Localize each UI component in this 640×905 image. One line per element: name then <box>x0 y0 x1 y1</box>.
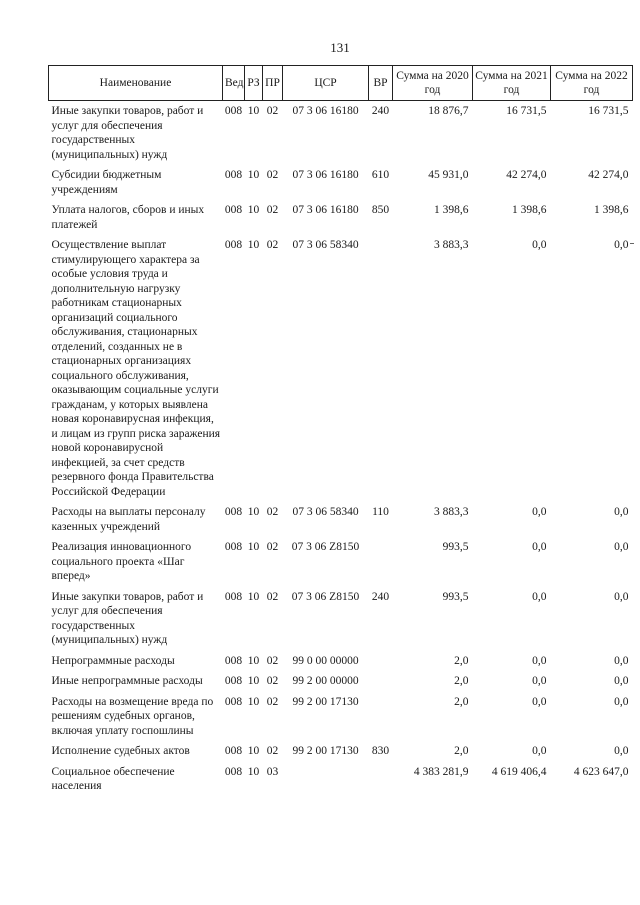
cell-vr <box>369 671 393 692</box>
cell-sum-2020: 3 883,3 <box>434 506 469 518</box>
cell-ved: 008 <box>224 654 243 667</box>
cell-ved: 008 <box>224 695 243 708</box>
table-row <box>49 101 633 166</box>
cell-rz: 10 <box>247 105 260 117</box>
cell-name: Непрограммные расходы <box>51 654 175 667</box>
cell-sum-2020: 2,0 <box>454 745 469 757</box>
cell-sum-2020: 993,5 <box>442 541 469 553</box>
cell-sum-2021: 0,0 <box>532 675 547 687</box>
budget-table <box>48 65 633 797</box>
cell-vr: 610 <box>371 169 390 181</box>
cell-name: Реализация инновационного социального проекта «Шаг вперед» <box>51 541 192 582</box>
cell-vr: 850 <box>371 204 390 216</box>
cell-pr: 02 <box>266 745 279 757</box>
table-row <box>49 671 633 692</box>
cell-csr: 07 3 06 Z8150 <box>291 590 360 603</box>
cell-ved: 008 <box>224 239 243 251</box>
cell-vr: 830 <box>371 745 390 757</box>
cell-ved: 008 <box>224 675 243 687</box>
cell-sum-2020: 2,0 <box>454 695 469 708</box>
cell-name: Социальное обеспечение населения <box>51 765 175 792</box>
cell-sum-2021: 0,0 <box>532 745 547 757</box>
cell-name: Расходы на возмещение вреда по решениям судебных органов, включая уплату госпошлины <box>51 695 214 737</box>
cell-sum-2021: 0,0 <box>532 239 547 251</box>
cell-sum-2022: 4 623 647,0 <box>573 765 629 778</box>
cell-csr: 07 3 06 58340 <box>292 239 359 251</box>
cell-sum-2022: 0,0 <box>614 675 629 687</box>
table-body <box>49 101 633 797</box>
cell-name: Субсидии бюджетным учреждениям <box>51 169 162 196</box>
table-row <box>49 692 633 742</box>
header-sum-2020: Сумма на 2020 год <box>393 66 473 101</box>
header-rz: РЗ <box>245 66 263 101</box>
cell-pr: 02 <box>266 204 279 216</box>
cell-sum-2021: 4 619 406,4 <box>491 765 547 778</box>
table-row <box>49 200 633 235</box>
table-row <box>49 502 633 537</box>
cell-sum-2020: 993,5 <box>442 590 469 603</box>
cell-pr: 02 <box>266 506 279 518</box>
header-csr: ЦСР <box>283 66 369 101</box>
cell-sum-2022: 0,0 <box>614 745 629 757</box>
page-number: 131 <box>330 40 350 55</box>
cell-sum-2022: 16 731,5 <box>588 105 629 117</box>
cell-csr: 99 2 00 00000 <box>292 675 359 687</box>
header-name: Наименование <box>49 66 223 101</box>
cell-pr: 02 <box>266 590 279 603</box>
header-vr: ВР <box>369 66 393 101</box>
cell-csr: 99 0 00 00000 <box>292 654 359 667</box>
cell-name: Иные закупки товаров, работ и услуг для обеспечения государственных (муниципальных) нужд <box>51 105 204 161</box>
cell-sum-2022: 1 398,6 <box>594 204 629 216</box>
cell-csr: 07 3 06 16180 <box>292 169 359 181</box>
cell-sum-2021: 0,0 <box>532 695 547 708</box>
cell-rz: 10 <box>247 695 260 708</box>
cell-ved: 008 <box>224 105 243 117</box>
cell-pr: 02 <box>266 105 279 117</box>
cell-rz: 10 <box>247 745 260 757</box>
cell-rz: 10 <box>247 654 260 667</box>
header-pr: ПР <box>263 66 283 101</box>
cell-name: Расходы на выплаты персоналу казенных учреждений <box>51 506 206 533</box>
cell-vr <box>369 762 393 797</box>
cell-sum-2022: 0,0 <box>614 590 629 603</box>
table-row <box>49 587 633 651</box>
table-row <box>49 651 633 672</box>
cell-vr: 240 <box>371 590 390 603</box>
cell-pr: 02 <box>266 169 279 181</box>
cell-sum-2020: 3 883,3 <box>434 239 469 251</box>
cell-name: Иные непрограммные расходы <box>51 675 203 687</box>
cell-pr: 02 <box>266 541 279 553</box>
table-row <box>49 537 633 587</box>
table-row <box>49 165 633 200</box>
cell-rz: 10 <box>247 169 260 181</box>
cell-vr <box>369 651 393 672</box>
table-header-row <box>49 66 633 101</box>
cell-rz: 10 <box>247 541 260 553</box>
header-sum-2021: Сумма на 2021 год <box>473 66 551 101</box>
cell-sum-2022: 0,0 <box>614 239 629 251</box>
cell-pr: 02 <box>266 695 279 708</box>
cell-sum-2020: 1 398,6 <box>434 204 469 216</box>
cell-rz: 10 <box>247 239 260 251</box>
cell-vr <box>369 235 393 502</box>
table-row <box>49 762 633 797</box>
table-row <box>49 235 633 502</box>
cell-ved: 008 <box>224 204 243 216</box>
cell-sum-2021: 0,0 <box>532 654 547 667</box>
cell-ved: 008 <box>224 169 243 181</box>
cell-ved: 008 <box>224 541 243 553</box>
cell-csr: 07 3 06 58340 <box>292 506 359 518</box>
cell-pr: 03 <box>266 765 279 778</box>
cell-sum-2022: 0,0 <box>614 695 629 708</box>
cell-ved: 008 <box>224 590 243 603</box>
header-ved: Вед <box>223 66 245 101</box>
cell-sum-2020: 18 876,7 <box>428 105 469 117</box>
cell-csr: 99 2 00 17130 <box>292 695 359 708</box>
cell-csr: 07 3 06 16180 <box>292 204 359 216</box>
margin-mark <box>630 243 634 244</box>
cell-csr: 07 3 06 Z8150 <box>291 541 360 553</box>
cell-sum-2021: 16 731,5 <box>506 105 547 117</box>
cell-rz: 10 <box>247 204 260 216</box>
cell-sum-2022: 0,0 <box>614 541 629 553</box>
cell-vr: 110 <box>372 506 389 518</box>
cell-name: Исполнение судебных актов <box>51 745 190 757</box>
cell-name: Уплата налогов, сборов и иных платежей <box>51 204 205 231</box>
cell-pr: 02 <box>266 239 279 251</box>
cell-sum-2021: 1 398,6 <box>512 204 547 216</box>
header-sum-2022: Сумма на 2022 год <box>551 66 633 101</box>
cell-ved: 008 <box>224 506 243 518</box>
cell-csr: 99 2 00 17130 <box>292 745 359 757</box>
cell-rz: 10 <box>247 765 260 778</box>
cell-sum-2020: 2,0 <box>454 654 469 667</box>
cell-sum-2022: 0,0 <box>614 654 629 667</box>
cell-rz: 10 <box>247 506 260 518</box>
cell-csr: 07 3 06 16180 <box>292 105 359 117</box>
cell-csr <box>283 762 369 797</box>
cell-name: Осуществление выплат стимулирующего характера за особые условия труда и дополнительную нагрузку работникам стационарных организаций социального обслуживания, стационарных отделений, созданных не в стационарных организациях социального обслуживания, оказывающим социальные услуги гражданам, у которых выявлена новая коронавирусная инфекция, и лицам из групп риска заражения новой коронавирусной инфекцией, за счет средств резервного фонда Правительства Российской Федерации <box>51 239 221 498</box>
cell-sum-2020: 4 383 281,9 <box>413 765 469 778</box>
cell-name: Иные закупки товаров, работ и услуг для обеспечения государственных (муниципальных) нужд <box>51 590 204 646</box>
cell-pr: 02 <box>266 675 279 687</box>
cell-sum-2021: 0,0 <box>532 541 547 553</box>
cell-vr <box>369 537 393 587</box>
cell-ved: 008 <box>224 745 243 757</box>
cell-sum-2021: 0,0 <box>532 506 547 518</box>
cell-vr <box>369 692 393 742</box>
cell-sum-2021: 42 274,0 <box>506 169 547 181</box>
cell-rz: 10 <box>247 675 260 687</box>
cell-sum-2022: 42 274,0 <box>588 169 629 181</box>
cell-sum-2021: 0,0 <box>532 590 547 603</box>
cell-sum-2022: 0,0 <box>614 506 629 518</box>
cell-vr: 240 <box>371 105 390 117</box>
cell-sum-2020: 2,0 <box>454 675 469 687</box>
table-row <box>49 741 633 762</box>
cell-sum-2020: 45 931,0 <box>428 169 469 181</box>
cell-ved: 008 <box>224 765 243 778</box>
cell-pr: 02 <box>266 654 279 667</box>
cell-rz: 10 <box>247 590 260 603</box>
